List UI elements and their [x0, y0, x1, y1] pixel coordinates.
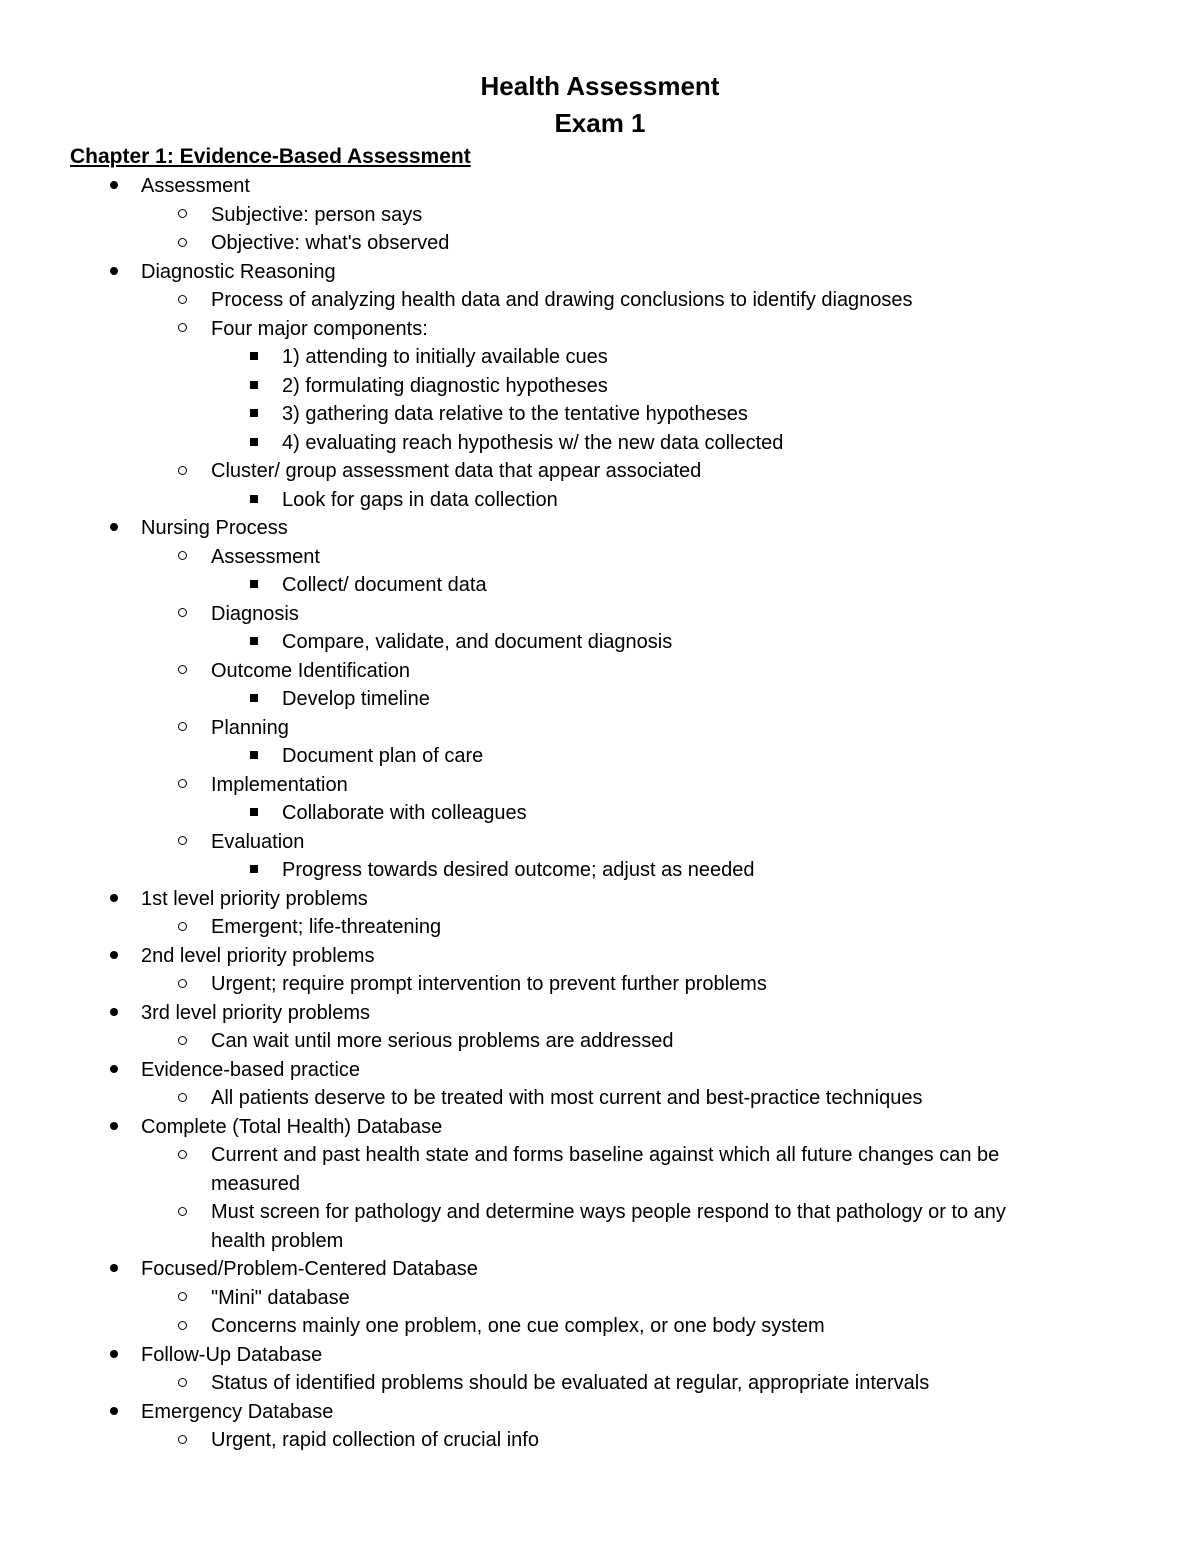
list-item-level-3	[0, 372, 1200, 401]
list-item-text: Evaluation	[211, 830, 305, 853]
list-item-text: Concerns mainly one problem, one cue complex, or one body system	[211, 1315, 825, 1337]
list-item-level-2	[0, 1198, 1200, 1227]
list-item-level-3	[0, 486, 1200, 515]
list-item-text: Focused/Problem-Centered Database	[141, 1258, 478, 1280]
list-item-text: measured	[211, 1172, 300, 1195]
bullet-circle-icon	[172, 1284, 192, 1313]
list-item-text: Emergent; life-threatening	[211, 916, 442, 938]
bullet-circle-icon	[172, 543, 192, 572]
bullet-circle-icon	[172, 201, 192, 230]
list-item-level-2	[0, 913, 1200, 942]
list-item-level-2	[0, 600, 1200, 629]
document-title: Health Assessment	[480, 71, 720, 101]
list-item-text: Urgent, rapid collection of crucial info	[211, 1429, 539, 1451]
bullet-square-icon	[244, 343, 264, 372]
list-item-text: 1st level priority problems	[141, 887, 368, 910]
list-item-level-2	[0, 1369, 1200, 1398]
list-item-text: Document plan of care	[282, 745, 484, 767]
list-item-level-2	[0, 1170, 1200, 1199]
bullet-square-icon	[244, 628, 264, 657]
bullet-circle-icon	[172, 286, 192, 315]
list-item-text: Urgent; require prompt intervention to prevent further problems	[211, 973, 767, 995]
list-item-text: Diagnosis	[211, 602, 299, 625]
list-item-level-1	[0, 514, 1200, 543]
list-item-level-3	[0, 400, 1200, 429]
list-item-text: Evidence-based practice	[141, 1058, 361, 1081]
outline-list	[0, 172, 1200, 1455]
list-item-text: health problem	[211, 1229, 344, 1252]
list-item-text: All patients deserve to be treated with most current and best-practice techniques	[211, 1087, 923, 1109]
list-item-level-3	[0, 799, 1200, 828]
list-item-text: Assessment	[211, 545, 320, 568]
list-item-text: Process of analyzing health data and drawing conclusions to identify diagnoses	[211, 289, 913, 311]
bullet-circle-icon	[172, 1084, 192, 1113]
bullet-circle-icon	[172, 970, 192, 999]
bullet-circle-icon	[172, 1027, 192, 1056]
list-item-level-2	[0, 1284, 1200, 1313]
list-item-level-2	[0, 970, 1200, 999]
bullet-circle-icon	[172, 315, 192, 344]
list-item-level-2	[0, 457, 1200, 486]
list-item-text: Status of identified problems should be evaluated at regular, appropriate intervals	[211, 1372, 930, 1394]
list-item-level-2	[0, 1027, 1200, 1056]
bullet-circle-icon	[172, 600, 192, 629]
list-item-level-2	[0, 1227, 1200, 1256]
list-item-text: Subjective: person says	[211, 203, 423, 226]
list-item-level-2	[0, 315, 1200, 344]
bullet-dot-icon	[104, 942, 124, 971]
bullet-dot-icon	[104, 1341, 124, 1370]
list-item-level-1	[0, 172, 1200, 201]
bullet-dot-icon	[104, 999, 124, 1028]
list-item-text: Must screen for pathology and determine ways people respond to that pathology or to any	[211, 1201, 1006, 1223]
list-item-text: Objective: what's observed	[211, 232, 450, 254]
list-item-text: Diagnostic Reasoning	[141, 260, 336, 283]
bullet-dot-icon	[104, 1255, 124, 1284]
list-item-text: Complete (Total Health) Database	[141, 1115, 443, 1138]
list-item-text: Emergency Database	[141, 1400, 334, 1423]
list-item-level-3	[0, 742, 1200, 771]
list-item-level-2	[0, 657, 1200, 686]
list-item-text: Progress towards desired outcome; adjust as needed	[282, 859, 755, 881]
list-item-text: 3) gathering data relative to the tentative hypotheses	[282, 403, 748, 425]
bullet-dot-icon	[104, 885, 124, 914]
document-subtitle: Exam 1	[554, 108, 646, 138]
list-item-level-1	[0, 1113, 1200, 1142]
list-item-text: Cluster/ group assessment data that appear associated	[211, 460, 702, 482]
list-item-level-3	[0, 343, 1200, 372]
list-item-level-1	[0, 1398, 1200, 1427]
list-item-text: Develop timeline	[282, 688, 430, 710]
bullet-square-icon	[244, 486, 264, 515]
list-item-text: Collaborate with colleagues	[282, 802, 527, 824]
list-item-level-3	[0, 628, 1200, 657]
list-item-level-2	[0, 286, 1200, 315]
bullet-dot-icon	[104, 258, 124, 287]
bullet-square-icon	[244, 742, 264, 771]
bullet-circle-icon	[172, 1312, 192, 1341]
bullet-square-icon	[244, 372, 264, 401]
list-item-level-3	[0, 429, 1200, 458]
bullet-dot-icon	[104, 1398, 124, 1427]
list-item-text: 3rd level priority problems	[141, 1001, 370, 1024]
bullet-dot-icon	[104, 514, 124, 543]
bullet-circle-icon	[172, 1369, 192, 1398]
list-item-level-2	[0, 229, 1200, 258]
list-item-text: Planning	[211, 716, 289, 739]
list-item-level-1	[0, 999, 1200, 1028]
list-item-level-1	[0, 1341, 1200, 1370]
list-item-level-1	[0, 258, 1200, 287]
list-item-level-2	[0, 1312, 1200, 1341]
bullet-circle-icon	[172, 828, 192, 857]
list-item-text: 2nd level priority problems	[141, 944, 375, 967]
list-item-text: Assessment	[141, 175, 250, 197]
list-item-text: Collect/ document data	[282, 574, 487, 596]
bullet-square-icon	[244, 400, 264, 429]
list-item-level-1	[0, 1056, 1200, 1085]
list-item-text: Look for gaps in data collection	[282, 488, 558, 511]
list-item-text: 4) evaluating reach hypothesis w/ the new data collected	[282, 431, 784, 454]
list-item-level-2	[0, 543, 1200, 572]
list-item-text: Compare, validate, and document diagnosis	[282, 631, 673, 653]
list-item-level-1	[0, 942, 1200, 971]
list-item-text: Four major components:	[211, 317, 428, 340]
list-item-text: 1) attending to initially available cues	[282, 346, 608, 368]
list-item-level-1	[0, 1255, 1200, 1284]
bullet-circle-icon	[172, 913, 192, 942]
bullet-dot-icon	[104, 172, 124, 201]
bullet-circle-icon	[172, 457, 192, 486]
bullet-dot-icon	[104, 1113, 124, 1142]
list-item-text: Implementation	[211, 773, 348, 796]
bullet-circle-icon	[172, 1141, 192, 1170]
list-item-text: Nursing Process	[141, 517, 288, 539]
list-item-text: Follow-Up Database	[141, 1343, 323, 1366]
bullet-circle-icon	[172, 1426, 192, 1455]
list-item-level-2	[0, 201, 1200, 230]
list-item-level-2	[0, 1084, 1200, 1113]
list-item-text: Can wait until more serious problems are addressed	[211, 1030, 674, 1052]
bullet-square-icon	[244, 571, 264, 600]
bullet-dot-icon	[104, 1056, 124, 1085]
bullet-square-icon	[244, 799, 264, 828]
bullet-square-icon	[244, 856, 264, 885]
bullet-circle-icon	[172, 771, 192, 800]
list-item-text: Current and past health state and forms baseline against which all future changes can be	[211, 1144, 1000, 1166]
list-item-text: Outcome Identification	[211, 659, 410, 682]
list-item-level-2	[0, 828, 1200, 857]
bullet-square-icon	[244, 685, 264, 714]
list-item-level-2	[0, 1141, 1200, 1170]
chapter-heading: Chapter 1: Evidence-Based Assessment	[70, 145, 471, 168]
bullet-circle-icon	[172, 714, 192, 743]
list-item-level-2	[0, 714, 1200, 743]
list-item-level-3	[0, 685, 1200, 714]
bullet-circle-icon	[172, 1198, 192, 1227]
list-item-level-3	[0, 856, 1200, 885]
bullet-circle-icon	[172, 657, 192, 686]
list-item-level-3	[0, 571, 1200, 600]
list-item-level-2	[0, 771, 1200, 800]
list-item-text: "Mini" database	[211, 1286, 350, 1309]
list-item-level-1	[0, 885, 1200, 914]
bullet-square-icon	[244, 429, 264, 458]
bullet-circle-icon	[172, 229, 192, 258]
list-item-text: 2) formulating diagnostic hypotheses	[282, 374, 608, 397]
list-item-level-2	[0, 1426, 1200, 1455]
